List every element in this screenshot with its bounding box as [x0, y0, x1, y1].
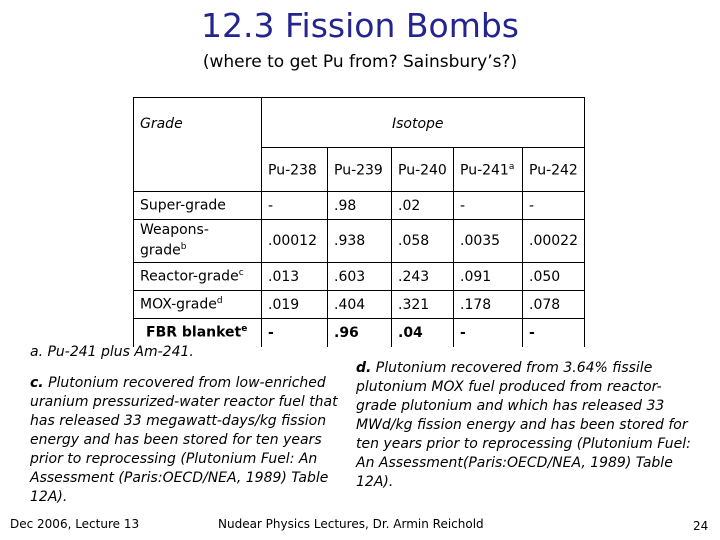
- column-header: Pu-241$^a$: [454, 148, 523, 192]
- slide-subtitle: (where to get Pu from? Sainsbury’s?): [202, 52, 518, 72]
- value-cell: .603: [328, 263, 392, 291]
- footer-lecture: Dec 2006, Lecture 13: [10, 517, 140, 531]
- value-cell: .050: [523, 263, 585, 291]
- slide-title: 12.3 Fission Bombs: [201, 6, 519, 45]
- value-cell: -: [523, 319, 585, 347]
- table-row: [134, 319, 585, 347]
- value-cell: -: [262, 319, 328, 347]
- table-row: [134, 291, 585, 319]
- value-cell: .058: [392, 220, 454, 263]
- value-cell: .321: [392, 291, 454, 319]
- grade-cell: Reactor-grade$^c$: [134, 263, 262, 291]
- table-row: [134, 192, 585, 220]
- column-header: Pu-240: [392, 148, 454, 192]
- grade-cell: MOX-grade$^d$: [134, 291, 262, 319]
- column-header: Pu-239: [328, 148, 392, 192]
- value-cell: .0035: [454, 220, 523, 263]
- grade-cell: Weapons-grade$^b$: [134, 220, 262, 263]
- table-row: [134, 263, 585, 291]
- page-number: 24: [693, 519, 709, 533]
- value-cell: -: [523, 192, 585, 220]
- value-cell: -: [454, 192, 523, 220]
- isotope-header: Isotope: [262, 98, 585, 148]
- value-cell: .178: [454, 291, 523, 319]
- value-cell: .091: [454, 263, 523, 291]
- value-cell: .013: [262, 263, 328, 291]
- value-cell: .96: [328, 319, 392, 347]
- grade-cell: FBR blanket$^e$: [134, 319, 262, 347]
- value-cell: .98: [328, 192, 392, 220]
- value-cell: .243: [392, 263, 454, 291]
- value-cell: .019: [262, 291, 328, 319]
- value-cell: -: [454, 319, 523, 347]
- footnote-a: a. Pu-241 plus Am-241.: [30, 344, 194, 360]
- isotope-table: [133, 97, 585, 347]
- table-row: [134, 220, 585, 263]
- value-cell: .04: [392, 319, 454, 347]
- footer-course: Nudear Physics Lectures, Dr. Armin Reichold: [218, 517, 484, 531]
- column-header: Pu-242: [523, 148, 585, 192]
- value-cell: -: [262, 192, 328, 220]
- grade-header-spacer: [134, 148, 262, 192]
- value-cell: .00012: [262, 220, 328, 263]
- grade-header: Grade: [134, 98, 262, 148]
- footnote-c: c. Plutonium recovered from low-enriched uranium pressurized-water reactor fuel that has released 33 megawatt-days/kg fission energy and has been stored for ten years prior to reprocessing (Plutonium Fuel: An Assessment (Paris:OECD/NEA, 1989) Table 12A).: [30, 375, 338, 505]
- value-cell: .02: [392, 192, 454, 220]
- value-cell: .078: [523, 291, 585, 319]
- value-cell: .404: [328, 291, 392, 319]
- footnote-d: d. Plutonium recovered from 3.64% fissile plutonium MOX fuel produced from reactor-grade plutonium and which has released 33 MWd/kg fission energy and has been stored for ten years prior to reprocessing (Plutonium Fuel: An Assessment(Paris:OECD/NEA, 1989) Table 12A).: [356, 360, 691, 490]
- value-cell: .00022: [523, 220, 585, 263]
- column-header: Pu-238: [262, 148, 328, 192]
- grade-cell: Super-grade: [134, 192, 262, 220]
- value-cell: .938: [328, 220, 392, 263]
